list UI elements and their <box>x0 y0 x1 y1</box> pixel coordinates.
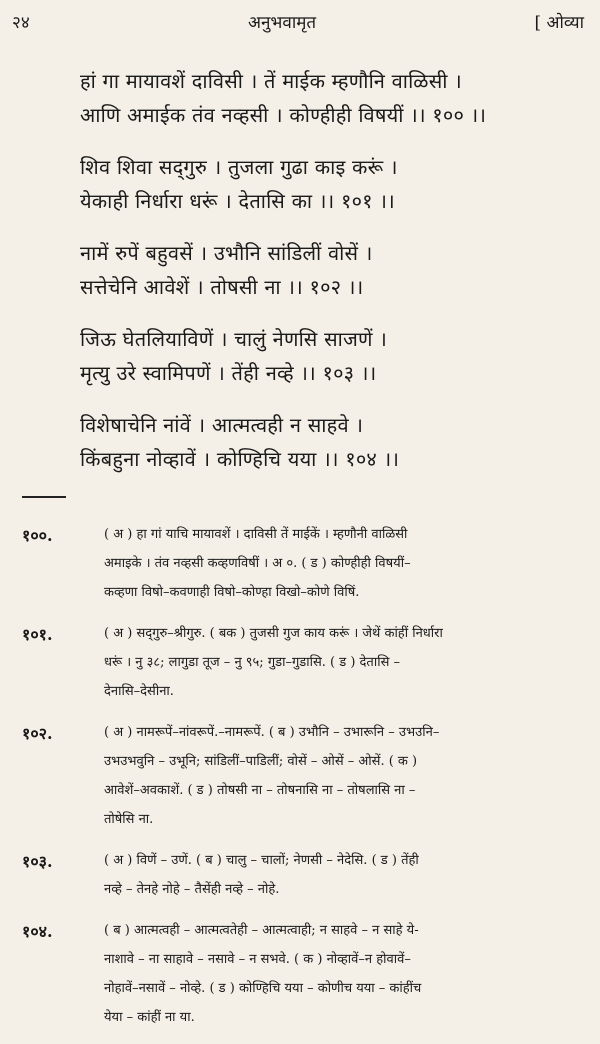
footnote-line: धरूं । नु ३८; लागुडा तूज – नु ९५; गुडा–गुडासि. ( ड ) देतासि – <box>104 655 400 670</box>
footnote-line: ( अ ) सद्‌गुरु–श्रीगुरु. ( बक ) तुजसी गुज काय करूं । जेथें कांहीं निर्धारा <box>104 626 443 641</box>
footnotes <box>22 520 582 1044</box>
running-title: अनुभवामृत <box>248 13 317 33</box>
footnote <box>22 916 582 1032</box>
verse-stanza <box>80 236 580 304</box>
verse-line: जिऊ घेतलियाविणें । चालुं नेणसि साजणें । <box>80 327 388 351</box>
footnote-number: १०१. <box>22 625 53 644</box>
page-header <box>0 6 600 40</box>
footnote-line: देनासि–देसीना. <box>104 684 174 699</box>
footnote-line: उभउभवुनि – उभूनि; सांडिलीं–पाडिलीं; वोसें – ओसें – ओसें. ( क ) <box>104 754 418 769</box>
footnote-number: १०३. <box>22 852 53 871</box>
footnote-line: ( अ ) विणें – उणें. ( ब ) चालु – चालों; नेणसी – नेदेसि. ( ड ) तेंही <box>104 853 419 868</box>
verse-line: नामें रुपें बहुवसें । उभौनि सांडिलीं वोसें । <box>80 241 373 265</box>
verse-stanza <box>80 408 580 476</box>
footnote-line: ( ब ) आत्मत्वही – आत्मत्वतेही – आत्मत्वाही; न साहवे – न साहे ये- <box>104 923 419 938</box>
footnote-line: तोषेसि ना. <box>104 812 154 827</box>
footnote-text <box>104 619 582 706</box>
verse-block <box>80 64 580 494</box>
footnote-number: १०४. <box>22 922 53 941</box>
footnote-line: कव्हणा विषो–कवणाही विषो–कोण्हा विखो–कोणे विषिं. <box>104 585 360 600</box>
verse-line: हां गा मायावशें दाविसी । तें माईक म्हणौनि वाळिसी । <box>80 69 462 93</box>
chapter-mark: [ ओव्या <box>534 13 584 33</box>
verse-line: आणि अमाईक तंव नव्हसी । कोण्हीही विषयीं ।। १०० ।। <box>80 103 487 127</box>
footnote-line: ( अ ) नामरूपें–नांवरूपें.–नामरूपें. ( ब ) उभौनि – उभारूनि – उभउनि– <box>104 725 440 740</box>
verse-line: विशेषाचेनि नांवें । आत्मत्वही न साहवे । <box>80 413 364 437</box>
footnote-line: आवेशें–अवकाशें. ( ड ) तोषसी ना – तोषनासि ना – तोषलासि ना – <box>104 783 416 798</box>
footnote <box>22 619 582 706</box>
footnote-text <box>104 520 582 607</box>
footnote <box>22 718 582 834</box>
footnote-line: नाशावे – ना साहावे – नसावे – न सभवे. ( क ) नोव्हावें–न होवावें– <box>104 952 411 967</box>
footnote <box>22 520 582 607</box>
footnote-line: नोहावें–नसावें – नोव्हे. ( ड ) कोण्हिचि यया – कोणीच यया – कांहींच <box>104 981 422 996</box>
footnote-line: येया – कांहीं ना या. <box>104 1010 195 1025</box>
footnote-text <box>104 916 582 1032</box>
verse-line: किंबहुना नोव्हावें । कोण्हिचि यया ।। १०४ ।। <box>80 447 400 471</box>
footnote-line: ( अ ) हा गां याचि मायावशें । दाविसी तें माईकें । म्हणौनी वाळिसी <box>104 527 408 542</box>
verse-stanza <box>80 150 580 218</box>
footnote-number: १०२. <box>22 724 53 743</box>
verse-stanza <box>80 64 580 132</box>
footnote-text <box>104 846 582 904</box>
verse-line: मृत्यु उरे स्वामिपणें । तेंही नव्हे ।। १०३ ।। <box>80 361 377 385</box>
footnote-line: अमाइके । तंव नव्हसी कव्हणविषीं । अ ०. ( ड ) कोण्हीही विषयीं– <box>104 556 411 571</box>
footnote-line: नव्हे – तेनहे नोहे – तैसेंही नव्हे – नोहे. <box>104 882 280 897</box>
footnote <box>22 846 582 904</box>
verse-line: सत्तेचेनि आवेशें । तोषसी ना ।। १०२ ।। <box>80 275 364 299</box>
footnote-text <box>104 718 582 834</box>
verse-line: येकाही निर्धारा धरूं । देतासि का ।। १०१ ।। <box>80 189 395 213</box>
footnote-number: १००. <box>22 526 53 545</box>
footnote-divider <box>22 496 66 501</box>
page-number: २४ <box>12 13 30 33</box>
verse-stanza <box>80 322 580 390</box>
verse-line: शिव शिवा सद्‌गुरु । तुजला गुढा काइ करूं । <box>80 155 398 179</box>
